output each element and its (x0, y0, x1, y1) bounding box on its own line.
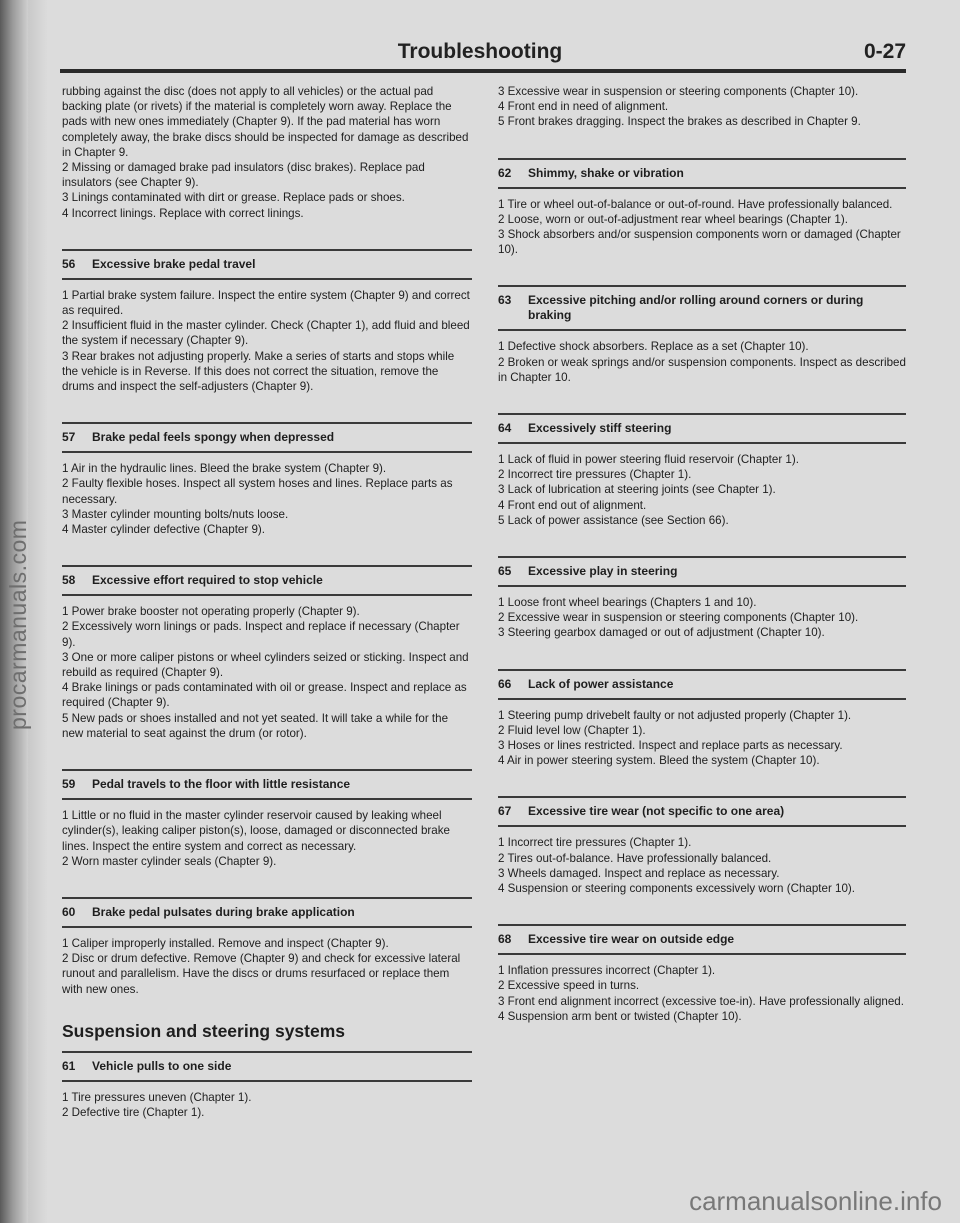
intro-paragraph: rubbing against the disc (does not apply to all vehicles) or the actual pad backing plate (or rivets) if the material is completely worn away. Replace the pads with new ones immediately (Chapter 9). If the pad material has worn completely away, the brake discs should be inspected for damage as described in Chapter 9. (62, 85, 469, 159)
list-item: 2 Tires out-of-balance. Have professionally balanced. (498, 851, 772, 865)
section-title-continued: braking (528, 308, 572, 323)
list-item: 2 Excessive wear in suspension or steering components (Chapter 10). (498, 611, 859, 625)
section-rule (62, 1080, 472, 1082)
part-heading: Suspension and steering systems (62, 1020, 346, 1041)
list-item: 4 Incorrect linings. Replace with correct linings. (62, 206, 304, 220)
list-item: 3 One or more caliper pistons or wheel cylinders seized or sticking. Inspect and rebuild as required (Chapter 9). (62, 650, 469, 680)
list-item: 1 Air in the hydraulic lines. Bleed the brake system (Chapter 9). (62, 462, 387, 476)
section-number: 56 (62, 256, 76, 271)
list-item: 2 Broken or weak springs and/or suspension components. Inspect as described in Chapter 10. (498, 355, 906, 384)
section-body (498, 595, 906, 641)
list-item: 1 Tire pressures uneven (Chapter 1). (62, 1090, 252, 1104)
list-item: 1 Little or no fluid in the master cylinder reservoir caused by leaking wheel cylinder(s), leaking caliper piston(s), loose, damaged or disconnected brake lines. Inspect the entire system and correct as necessary. (62, 809, 450, 853)
section-heading (62, 771, 472, 798)
section-title: Excessive play in steering (528, 564, 678, 579)
list-item: 3 Hoses or lines restricted. Inspect and replace parts as necessary. (498, 739, 843, 753)
list-item: 1 Incorrect tire pressures (Chapter 1). (498, 836, 692, 850)
section-number: 68 (498, 932, 512, 947)
page-title: Troubleshooting (397, 40, 563, 63)
section-title: Brake pedal feels spongy when depressed (92, 430, 335, 445)
section-body (498, 339, 906, 385)
list-item: 4 Suspension or steering components excessively worn (Chapter 10). (498, 882, 856, 896)
section-number: 59 (62, 777, 76, 792)
section-heading (498, 287, 906, 329)
list-item: 1 Inflation pressures incorrect (Chapter 1). (498, 964, 716, 978)
section-number: 66 (498, 676, 512, 691)
list-item: 2 Disc or drum defective. Remove (Chapter 9) and check for excessive lateral runout and parallelism. Have the discs or drums resurfaced or replace them with new ones. (62, 952, 461, 996)
section-68 (498, 924, 906, 1024)
left-column (62, 84, 472, 1120)
list-item: 4 Brake linings or pads contaminated with oil or grease. Inspect and replace as required (Chapter 9). (62, 681, 467, 710)
section-rule (498, 698, 906, 700)
list-item: 1 Defective shock absorbers. Replace as a set (Chapter 10). (498, 340, 809, 354)
section-62 (498, 158, 906, 258)
section-number: 65 (498, 564, 512, 579)
section-rule (498, 585, 906, 587)
section-rule (498, 187, 906, 189)
list-item: 3 Front end alignment incorrect (excessive toe-in). Have professionally aligned. (498, 994, 904, 1008)
list-item: 3 Lack of lubrication at steering joints (see Chapter 1). (498, 483, 776, 497)
section-body (498, 835, 906, 896)
list-item: 1 Lack of fluid in power steering fluid reservoir (Chapter 1). (498, 453, 799, 467)
section-heading (498, 798, 906, 825)
section-body (62, 604, 472, 741)
section-title: Excessive tire wear (not specific to one area) (528, 804, 785, 819)
list-item: 4 Front end out of alignment. (498, 498, 647, 512)
list-item: 4 Suspension arm bent or twisted (Chapter 10). (498, 1009, 742, 1023)
section-rule (498, 953, 906, 955)
section-heading (498, 926, 906, 953)
section-heading (498, 415, 906, 442)
section-title: Excessive brake pedal travel (92, 256, 256, 271)
section-heading (62, 251, 472, 278)
section-heading (62, 424, 472, 451)
left-intro (62, 84, 472, 221)
section-heading (498, 160, 906, 187)
list-item: 2 Excessive speed in turns. (498, 979, 640, 993)
section-heading (62, 1053, 472, 1080)
section-heading (498, 671, 906, 698)
list-item: 4 Air in power steering system. Bleed the system (Chapter 10). (498, 754, 820, 768)
section-title: Excessive pitching and/or rolling around corners or during (528, 293, 864, 308)
section-rule (62, 926, 472, 928)
section-number: 58 (62, 573, 76, 588)
left-watermark: procarmanuals.com (5, 519, 31, 730)
right-column (498, 84, 906, 1024)
section-57 (62, 422, 472, 537)
list-item: 1 Tire or wheel out-of-balance or out-of-round. Have professionally balanced. (498, 197, 893, 211)
section-title: Excessive tire wear on outside edge (528, 932, 735, 947)
list-item: 5 Lack of power assistance (see Section 66). (498, 513, 729, 527)
section-body (62, 808, 472, 869)
section-61 (62, 1051, 472, 1120)
list-item: 1 Loose front wheel bearings (Chapters 1 and 10). (498, 596, 757, 610)
list-item: 2 Faulty flexible hoses. Inspect all system hoses and lines. Replace parts as necessary. (62, 477, 453, 506)
section-rule (62, 594, 472, 596)
page-number: 0-27 (863, 40, 906, 63)
list-item: 3 Master cylinder mounting bolts/nuts loose. (62, 507, 289, 521)
list-item: 3 Steering gearbox damaged or out of adjustment (Chapter 10). (498, 626, 825, 640)
list-item: 5 Front brakes dragging. Inspect the brakes as described in Chapter 9. (498, 115, 861, 129)
section-rule (62, 278, 472, 280)
section-number: 62 (498, 165, 512, 180)
list-item: 3 Linings contaminated with dirt or grease. Replace pads or shoes. (62, 191, 405, 205)
section-number: 67 (498, 804, 512, 819)
section-heading (62, 899, 472, 926)
section-63 (498, 285, 906, 385)
section-body (498, 197, 906, 258)
list-item: 4 Front end in need of alignment. (498, 100, 669, 114)
list-item: 3 Shock absorbers and/or suspension components worn or damaged (Chapter 10). (498, 228, 901, 257)
section-number: 63 (498, 293, 512, 308)
list-item: 1 Power brake booster not operating properly (Chapter 9). (62, 605, 360, 619)
section-heading (62, 567, 472, 594)
list-item: 2 Missing or damaged brake pad insulators (disc brakes). Replace pad insulators (see Chapter 9). (62, 161, 425, 190)
section-title: Pedal travels to the floor with little resistance (92, 777, 351, 792)
section-title: Excessive effort required to stop vehicle (92, 573, 323, 588)
section-number: 57 (62, 430, 76, 445)
section-rule (498, 825, 906, 827)
section-58 (62, 565, 472, 741)
section-number: 60 (62, 904, 76, 919)
section-60 (62, 897, 472, 997)
section-64 (498, 413, 906, 528)
list-item: 5 New pads or shoes installed and not yet seated. It will take a while for the new material to seat against the drum (or rotor). (62, 711, 449, 740)
section-body (62, 1090, 472, 1120)
right-intro (498, 84, 906, 130)
section-body (62, 936, 472, 997)
section-67 (498, 796, 906, 896)
section-title: Excessively stiff steering (528, 421, 672, 436)
section-56 (62, 249, 472, 394)
section-title: Lack of power assistance (528, 676, 674, 691)
section-body (498, 708, 906, 769)
list-item: 2 Defective tire (Chapter 1). (62, 1105, 205, 1119)
section-body (498, 963, 906, 1024)
section-number: 64 (498, 421, 512, 436)
list-item: 1 Partial brake system failure. Inspect the entire system (Chapter 9) and correct as required. (62, 288, 470, 318)
section-body (62, 461, 472, 537)
bottom-watermark: carmanualsonline.info (689, 1186, 942, 1216)
section-title: Brake pedal pulsates during brake application (92, 904, 355, 919)
list-item: 2 Worn master cylinder seals (Chapter 9). (62, 854, 277, 868)
section-body (62, 288, 472, 394)
list-item: 2 Fluid level low (Chapter 1). (498, 723, 646, 737)
list-item: 3 Rear brakes not adjusting properly. Make a series of starts and stops while the vehicle is in Reverse. If this does not correct the situation, remove the drums and inspect the self-adjusters (Chapter 9). (62, 349, 455, 394)
list-item: 2 Loose, worn or out-of-adjustment rear wheel bearings (Chapter 1). (498, 212, 848, 226)
section-title: Shimmy, shake or vibration (528, 165, 684, 180)
section-59 (62, 769, 472, 869)
section-title: Vehicle pulls to one side (92, 1058, 232, 1073)
section-rule (498, 442, 906, 444)
section-rule (62, 798, 472, 800)
list-item: 1 Caliper improperly installed. Remove and inspect (Chapter 9). (62, 936, 389, 950)
list-item: 4 Master cylinder defective (Chapter 9). (62, 523, 265, 537)
list-item: 3 Excessive wear in suspension or steering components (Chapter 10). (498, 85, 859, 98)
list-item: 2 Excessively worn linings or pads. Inspect and replace if necessary (Chapter 9). (62, 620, 460, 649)
section-number: 61 (62, 1058, 76, 1073)
section-rule (62, 451, 472, 453)
list-item: 1 Steering pump drivebelt faulty or not adjusted properly (Chapter 1). (498, 708, 852, 722)
header-rule (60, 69, 906, 73)
section-66 (498, 669, 906, 769)
section-rule (498, 329, 906, 331)
section-body (498, 452, 906, 528)
list-item: 2 Incorrect tire pressures (Chapter 1). (498, 468, 692, 482)
list-item: 3 Wheels damaged. Inspect and replace as necessary. (498, 866, 780, 880)
section-65 (498, 556, 906, 641)
section-heading (498, 558, 906, 585)
list-item: 2 Insufficient fluid in the master cylinder. Check (Chapter 1), add fluid and bleed the system if necessary (Chapter 9). (62, 319, 470, 348)
